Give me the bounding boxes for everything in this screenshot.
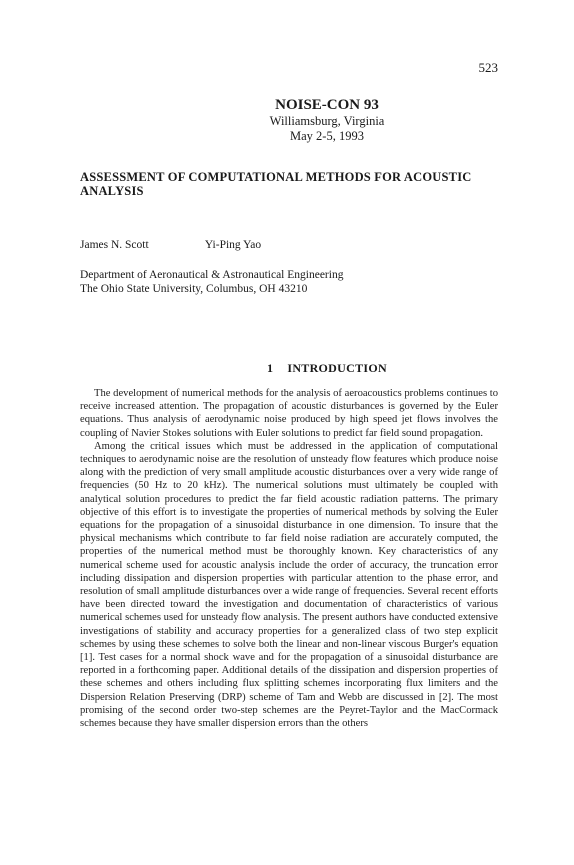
- section-heading: [0, 361, 574, 376]
- paragraph: The development of numerical methods for the analysis of aeroacoustics problems continues to receive increased attention. The propagation of acoustic disturbances is governed by the Euler equations. Thus analysis of aerodynamic noise produced by high speed jet flows involves the coupling of Navier Stokes solutions with Euler solutions to predict far field sound propagation.: [80, 388, 498, 439]
- conference-header: [0, 97, 574, 144]
- section-title: INTRODUCTION: [287, 361, 387, 375]
- section-number: 1: [267, 361, 274, 375]
- affiliation: [80, 268, 343, 296]
- page-number: 523: [478, 60, 498, 75]
- author-name: James N. Scott: [80, 239, 149, 251]
- conference-date: May 2-5, 1993: [290, 129, 364, 143]
- affiliation-line: Department of Aeronautical & Astronautical Engineering: [80, 269, 344, 281]
- paper-title: ASSESSMENT OF COMPUTATIONAL METHODS FOR ACOUSTIC ANALYSIS: [80, 170, 472, 198]
- conference-place: Williamsburg, Virginia: [269, 114, 385, 128]
- author-name: Yi-Ping Yao: [204, 239, 262, 251]
- section-body: [80, 387, 498, 730]
- affiliation-line: The Ohio State University, Columbus, OH 43210: [80, 283, 308, 295]
- paragraph: Among the critical issues which must be addressed in the application of computational techniques to aerodynamic noise are the resolution of unsteady flow features which produce noise along with the prediction of very small amplitude acoustic disturbances over a very wide range of frequencies (50 Hz to 20 kHz). The numerical solutions must ultimately be coupled with analytical solution procedures to predict the far field acoustic radiation patterns. The primary objective of this effort is to investigate the properties of numerical methods by solving the Euler equations for the propagation of a sinusoidal disturbance in one dimension. To insure that the physical mechanisms which contribute to far field noise radiation are accurately computed, the properties of the numerical method must be thoroughly known. Key characteristics of any numerical scheme used for acoustic analysis include the order of accuracy, the truncation error including dissipation and dispersion properties with particular attention to the phase error, and resolution of small amplitude disturbances over a wide range of frequencies. Several recent efforts have been directed toward the investigation and documentation of characteristics of various numerical schemes used for unsteady flow analysis. The present authors have conducted extensive investigations of stability and accuracy properties for a generalized class of two step explicit schemes by using these schemes to solve both the linear and non-linear viscous Burger's equation [1]. Test cases for a normal shock wave and for the propagation of a sinusoidal disturbance are reported in a forthcoming paper. Additional details of the dissipation and dispersion properties of these schemes and others including flux splitting schemes incorporating flux limiters and the Dispersion Relation Preserving (DRP) scheme of Tam and Webb are discussed in [2]. The most promising of the second order two-step schemes are the Peyret-Taylor and the MacCormack schemes because they have smaller dispersion errors than the others: [80, 440, 498, 730]
- conference-name: NOISE-CON 93: [275, 97, 379, 113]
- author-list: [80, 239, 261, 251]
